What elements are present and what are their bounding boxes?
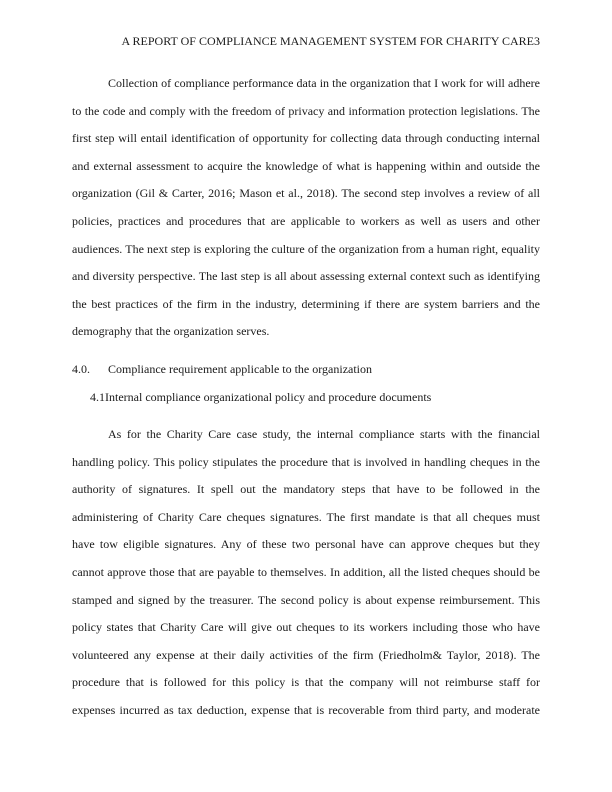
text-line: stamped and signed by the treasurer. The second policy is about expense reimbursement. This (72, 592, 540, 607)
text-line: volunteered any expense at their daily activities of the firm (Friedholm& Taylor, 2018). The (72, 647, 540, 662)
section-heading-4-0 (72, 362, 372, 377)
text-line: organization (Gil & Carter, 2016; Mason et al., 2018). The second step involves a review of all (72, 186, 540, 201)
section-heading-4-1 (90, 390, 431, 405)
section-title: Compliance requirement applicable to the organization (108, 362, 373, 376)
text-line: policy states that Charity Care will give out cheques to its workers including those who have (72, 620, 540, 635)
text-line: procedure that is followed for this policy is that the company will not reimburse staff for (72, 675, 540, 690)
text-line: audiences. The next step is exploring the culture of the organization from a human right, equality (72, 241, 540, 256)
text-line: the best practices of the firm in the industry, determining if there are system barriers and the (72, 296, 540, 311)
text-line: demography that the organization serves. (72, 324, 270, 339)
text-line: expenses incurred as tax deduction, expense that is recoverable from third party, and moderate (72, 703, 540, 717)
page-number: 3 (534, 34, 540, 48)
text-line: As for the Charity Care case study, the internal compliance starts with the financial (108, 427, 540, 441)
text-line: to the code and comply with the freedom of privacy and information protection legislations. The (72, 103, 540, 118)
section-number: 4.0. (72, 362, 90, 376)
text-line: policies, practices and procedures that are applicable to workers as well as users and other (72, 214, 540, 228)
section-title: Internal compliance organizational policy and procedure documents (105, 390, 432, 404)
text-line: have tow eligible signatures. Any of these two personal have can approve cheques but they (72, 537, 540, 552)
text-line: first step will entail identification of opportunity for collecting data through conducting internal (72, 131, 540, 146)
text-line: Collection of compliance performance data in the organization that I work for will adhere (108, 76, 540, 90)
running-title: A REPORT OF COMPLIANCE MANAGEMENT SYSTEM FOR CHARITY CARE (121, 34, 534, 48)
running-header (122, 34, 540, 49)
text-line: cannot approve those that are payable to themselves. In addition, all the listed cheques should be (72, 565, 540, 579)
text-line: and external assessment to acquire the knowledge of what is happening within and outside the (72, 158, 540, 173)
text-line: administering of Charity Care cheques signatures. The first mandate is that all cheques must (72, 509, 540, 524)
section-number: 4.1 (90, 390, 105, 404)
text-line: authority of signatures. It spell out the mandatory steps that have to be followed in the (72, 482, 540, 497)
text-line: handling policy. This policy stipulates the procedure that is involved in handling cheques in the (72, 454, 540, 469)
text-line: and diversity perspective. The last step is all about assessing external context such as identifying (72, 269, 540, 284)
